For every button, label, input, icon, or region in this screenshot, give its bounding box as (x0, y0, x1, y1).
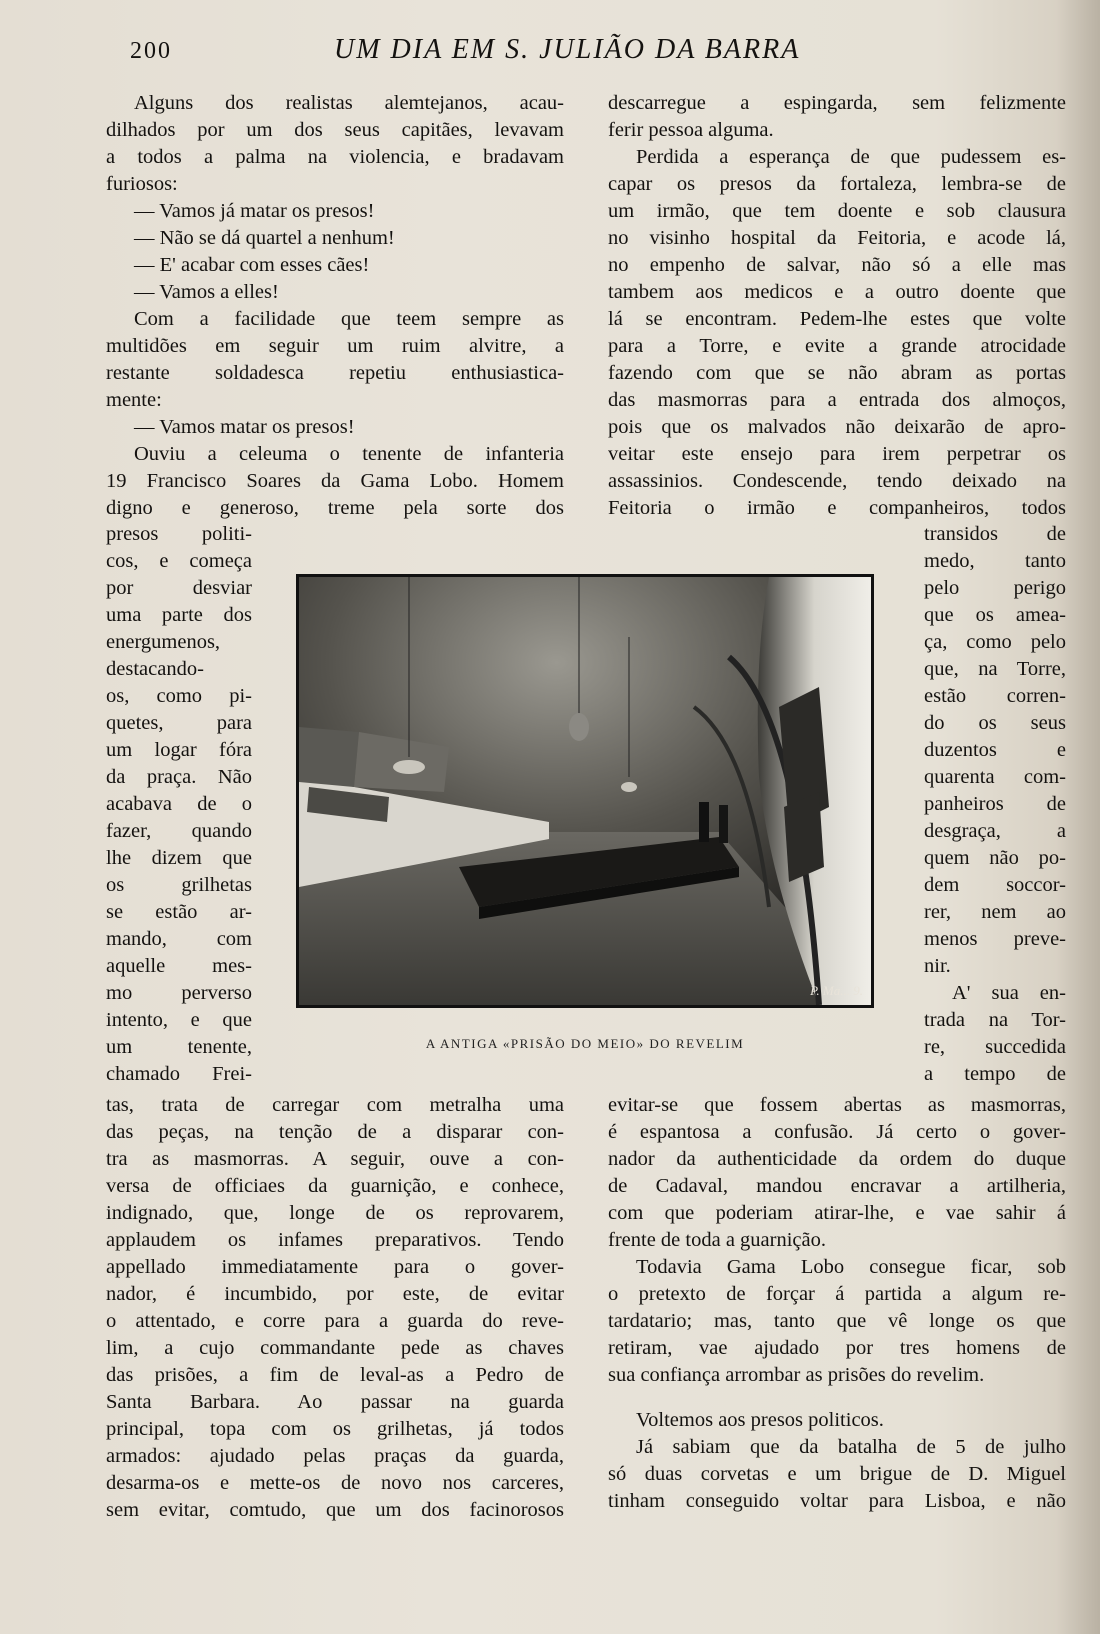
engraver-signature: P. Ma... 9. (810, 983, 863, 998)
text-line: das masmorras para a entrada dos almoços, (608, 389, 1066, 411)
text-line: Já sabiam que da batalha de 5 de julho (636, 1436, 1066, 1458)
text-line: sua confiança arrombar as prisões do revelim. (608, 1364, 985, 1386)
text-line: estão corren- (924, 685, 1066, 707)
text-line: descarregue a espingarda, sem felizmente (608, 92, 1066, 114)
text-line: tambem aos medicos e a outro doente que (608, 281, 1066, 303)
text-line: presos politi- (106, 523, 252, 545)
text-line: os, como pi- (106, 685, 252, 707)
right-column-narrow (924, 521, 1066, 1088)
text-line: mando, com (106, 928, 252, 950)
text-line: no empenho de salvar, não só a elle mas (608, 254, 1066, 276)
dialogue-line: — Vamos a elles! (134, 281, 279, 303)
text-line: dem soccor- (924, 874, 1066, 896)
text-line: Alguns dos realistas alemtejanos, acau- (134, 92, 564, 114)
text-line: ferir pessoa alguma. (608, 119, 774, 141)
text-line: chamado Frei- (106, 1063, 252, 1085)
right-column-bottom (608, 1092, 1066, 1515)
text-line: a todos a palma na violencia, e bradavam (106, 146, 564, 168)
text-line: Santa Barbara. Ao passar na guarda (106, 1391, 564, 1413)
text-line: da praça. Não (106, 766, 252, 788)
text-line: é espantosa a confusão. Já certo o gover- (608, 1121, 1066, 1143)
text-line: um tenente, (106, 1036, 252, 1058)
text-line: uma parte dos (106, 604, 252, 626)
text-line: desgraça, a (924, 820, 1066, 842)
text-line: que, na Torre, (924, 658, 1066, 680)
text-line: quarenta com- (924, 766, 1066, 788)
text-line: tas, trata de carregar com metralha uma (106, 1094, 564, 1116)
text-line: nador da authenticidade da ordem do duque (608, 1148, 1066, 1170)
left-column-top (106, 90, 564, 522)
figure-caption: A ANTIGA «PRISÃO DO MEIO» DO REVELIM (425, 1036, 745, 1051)
text-line: furiosos: (106, 173, 178, 195)
text-line: quetes, para (106, 712, 252, 734)
text-line: principal, topa com os grilhetas, já todos (106, 1418, 564, 1440)
text-line: fazer, quando (106, 820, 252, 842)
text-line: indignado, que, longe de os reprovarem, (106, 1202, 564, 1224)
text-line: veitar este ensejo para irem perpetrar os (608, 443, 1066, 465)
text-line: das peças, na tenção de a disparar con- (106, 1121, 564, 1143)
text-line: das prisões, a fim de leval-as a Pedro de (106, 1364, 564, 1386)
text-line: appellado immediatamente para o gover- (106, 1256, 564, 1278)
text-line: versa de officiaes da guarnição, e conhece, (106, 1175, 564, 1197)
text-line: de Cadaval, mandou encravar a artilheria, (608, 1175, 1066, 1197)
text-line: para a Torre, e evite a grande atrocidade (608, 335, 1066, 357)
text-line: pelo perigo (924, 577, 1066, 599)
text-line: desarma-os e mette-os de novo nos carceres, (106, 1472, 564, 1494)
text-line: tardatario; mas, tanto que vê longe os que (608, 1310, 1066, 1332)
text-line: sem evitar, comtudo, que um dos facinorosos (106, 1499, 564, 1521)
text-line: intento, e que (106, 1009, 252, 1031)
text-line: ça, como pelo (924, 631, 1066, 653)
text-line: quem não po- (924, 847, 1066, 869)
text-line: lá se encontram. Pedem-lhe estes que volte (608, 308, 1066, 330)
text-line: lhe dizem que (106, 847, 252, 869)
text-line: A' sua en- (952, 982, 1066, 1004)
text-line: do os seus (924, 712, 1066, 734)
text-line: evitar-se que fossem abertas as masmorras, (608, 1094, 1066, 1116)
text-line: dilhados por um dos seus capitães, levavam (106, 119, 564, 141)
text-line: cos, e começa (106, 550, 252, 572)
page-number: 200 (130, 38, 172, 64)
text-line: no visinho hospital da Feitoria, e acode lá, (608, 227, 1066, 249)
text-line: tra as masmorras. A seguir, ouve a con- (106, 1148, 564, 1170)
text-line: só duas corvetas e um brigue de D. Miguel (608, 1463, 1066, 1485)
text-line: Voltemos aos presos politicos. (636, 1409, 884, 1431)
text-line: transidos de (924, 523, 1066, 545)
left-column-bottom (106, 1092, 564, 1524)
text-line: mente: (106, 389, 162, 411)
page-header (106, 30, 1056, 70)
text-line: frente de toda a guarnição. (608, 1229, 826, 1251)
right-column-top (608, 90, 1066, 522)
text-line: se estão ar- (106, 901, 252, 923)
text-line: os grilhetas (106, 874, 252, 896)
prison-hall-illustration (299, 577, 871, 1005)
text-line: que os amea- (924, 604, 1066, 626)
text-line: aquelle mes- (106, 955, 252, 977)
text-line: por desviar (106, 577, 252, 599)
text-line: rer, nem ao (924, 901, 1066, 923)
text-line: lim, a cujo commandante pede as chaves (106, 1337, 564, 1359)
text-line: Perdida a esperança de que pudessem es- (636, 146, 1066, 168)
text-line: destacando- (106, 658, 204, 680)
text-line: armados: ajudado pelas praças da guarda, (106, 1445, 564, 1467)
text-line: o attentado, e corre para a guarda do reve- (106, 1310, 564, 1332)
text-line: pois que os malvados não deixarão de apro- (608, 416, 1066, 438)
text-line: Ouviu a celeuma o tenente de infanteria (134, 443, 564, 465)
text-line: Com a facilidade que teem sempre as (134, 308, 564, 330)
text-line: o pretexto de forçar á partida a algum re- (608, 1283, 1066, 1305)
text-line: nador, é incumbido, por este, de evitar (106, 1283, 564, 1305)
text-line: um irmão, que tem doente e sob clausura (608, 200, 1066, 222)
text-line: a tempo de (924, 1063, 1066, 1085)
text-line: com que poderiam atirar-lhe, e vae sahir á (608, 1202, 1066, 1224)
text-line: restante soldadesca repetiu enthusiastica- (106, 362, 564, 384)
prison-photograph (296, 574, 874, 1008)
text-line: Feitoria o irmão e companheiros, todos (608, 497, 1066, 519)
text-line: 19 Francisco Soares da Gama Lobo. Homem (106, 470, 564, 492)
text-line: acabava de o (106, 793, 252, 815)
dialogue-line: — Vamos já matar os presos! (134, 200, 375, 222)
text-line: capar os presos da fortaleza, lembra-se de (608, 173, 1066, 195)
running-title: UM DIA EM S. JULIÃO DA BARRA (334, 34, 801, 65)
text-line: um logar fóra (106, 739, 252, 761)
text-line: fazendo com que se não abram as portas (608, 362, 1066, 384)
text-line: menos preve- (924, 928, 1066, 950)
dialogue-line: — Não se dá quartel a nenhum! (134, 227, 395, 249)
text-line: energumenos, (106, 631, 221, 653)
text-line: nir. (924, 955, 951, 977)
text-line: medo, tanto (924, 550, 1066, 572)
text-line: assassinios. Condescende, tendo deixado na (608, 470, 1066, 492)
left-column-narrow (106, 521, 252, 1088)
text-line: digno e generoso, treme pela sorte dos (106, 497, 564, 519)
text-line: panheiros de (924, 793, 1066, 815)
dialogue-line: — E' acabar com esses cães! (134, 254, 370, 276)
dialogue-line: — Vamos matar os presos! (134, 416, 355, 438)
text-line: re, succedida (924, 1036, 1066, 1058)
text-line: duzentos e (924, 739, 1066, 761)
text-line: applaudem os infames preparativos. Tendo (106, 1229, 564, 1251)
text-line: retiram, vae ajudado por tres homens de (608, 1337, 1066, 1359)
text-line: tinham conseguido voltar para Lisboa, e não (608, 1490, 1066, 1512)
text-line: multidões em seguir um ruim alvitre, a (106, 335, 564, 357)
text-line: trada na Tor- (924, 1009, 1066, 1031)
text-line: Todavia Gama Lobo consegue ficar, sob (636, 1256, 1066, 1278)
text-line: mo perverso (106, 982, 252, 1004)
